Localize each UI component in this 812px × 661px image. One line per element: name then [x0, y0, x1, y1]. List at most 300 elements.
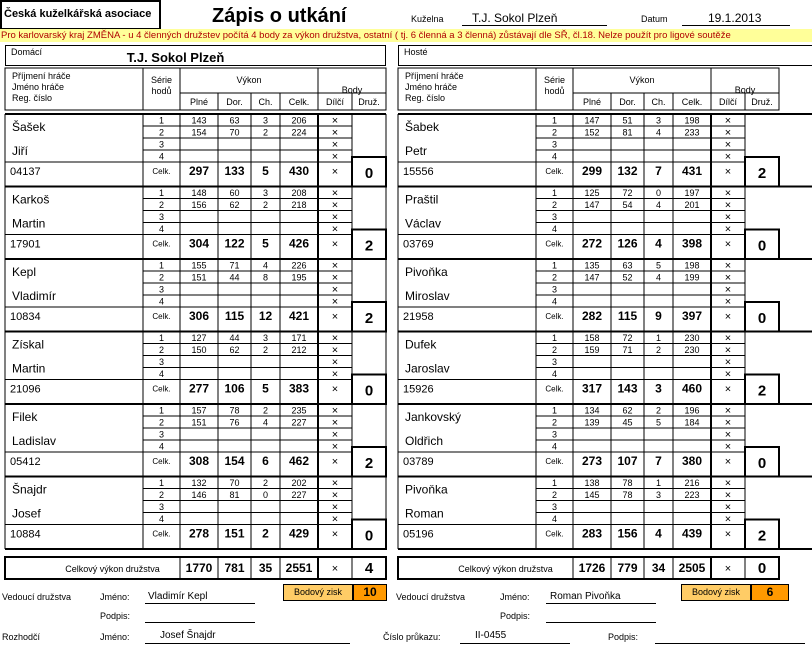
guest-series-number: 1: [551, 115, 558, 126]
guest-series-value: 134: [584, 405, 600, 416]
guest-player-points: 2: [757, 382, 767, 400]
guest-total-value: 143: [617, 381, 638, 396]
home-series-number: 3: [158, 139, 165, 150]
home-partial-cross: ×: [331, 477, 339, 490]
guest-series-value: 45: [622, 417, 633, 428]
guest-series-value: 3: [655, 115, 662, 126]
guest-total-label: Celk.: [545, 529, 564, 539]
guest-series-value: 0: [655, 188, 662, 198]
home-series-number: 4: [158, 514, 165, 524]
guest-series-value: 3: [655, 490, 662, 500]
home-series-number: 2: [158, 345, 165, 355]
guest-series-number: 1: [551, 333, 558, 343]
home-series-number: 4: [158, 369, 165, 379]
guest-series-value: 78: [622, 490, 633, 500]
guest-team-total-cross: ×: [724, 563, 732, 575]
guest-series-number: 3: [551, 212, 558, 222]
home-partial-cross: ×: [331, 223, 339, 236]
home-player-firstname: Jiří: [12, 144, 28, 158]
home-series-number: 2: [158, 490, 165, 500]
home-series-value: 2: [262, 127, 269, 138]
home-player-reg: 10834: [10, 311, 41, 323]
guest-hdr-partial: Dílčí: [719, 97, 737, 107]
guest-partial-cross: ×: [724, 489, 732, 502]
guest-total-value: 439: [681, 526, 703, 541]
guest-hdr-performance: Výkon: [629, 75, 655, 85]
home-series-value: 208: [291, 188, 307, 198]
home-hdr-full: Plné: [189, 97, 209, 107]
guest-points-label: Bodový zisk: [681, 584, 751, 601]
guest-series-number: 2: [551, 490, 558, 500]
home-label: Domácí: [11, 47, 43, 57]
home-partial-cross: ×: [331, 513, 339, 526]
home-series-value: 151: [191, 272, 207, 283]
home-total-value: 106: [224, 381, 245, 396]
guest-series-value: 5: [655, 417, 662, 428]
guest-partial-cross: ×: [724, 368, 732, 381]
home-series-value: 60: [229, 188, 240, 198]
guest-series-value: 62: [622, 405, 633, 416]
home-partial-cross: ×: [331, 284, 339, 296]
home-hdr-name2: Jméno hráče: [12, 82, 65, 92]
home-player-surname: Získal: [12, 337, 45, 352]
guest-series-value: 71: [622, 345, 633, 355]
guest-player-points: 0: [757, 309, 767, 327]
guest-partial-cross: ×: [724, 383, 732, 396]
guest-series-value: 147: [584, 115, 600, 126]
guest-series-value: 233: [684, 127, 700, 138]
guest-series-number: 3: [551, 139, 558, 150]
home-series-value: 212: [291, 345, 307, 355]
guest-series-value: 81: [622, 127, 633, 138]
home-series-number: 1: [158, 260, 165, 271]
guest-series-value: 145: [584, 490, 600, 500]
home-series-number: 4: [158, 441, 165, 452]
guest-hdr-total: Celk.: [681, 97, 703, 107]
home-total-value: 154: [224, 454, 245, 468]
home-hdr-clear: Dor.: [226, 97, 243, 107]
guest-series-value: 198: [684, 260, 700, 271]
home-player-firstname: Josef: [12, 506, 41, 521]
guest-hdr-miss: Ch.: [651, 97, 666, 107]
home-partial-cross: ×: [331, 489, 339, 502]
home-total-label: Celk.: [152, 239, 171, 249]
home-series-value: 3: [262, 115, 269, 126]
date-label: Datum: [641, 14, 668, 24]
home-series-number: 1: [158, 188, 165, 198]
guest-series-value: 196: [684, 405, 700, 416]
home-player-reg: 17901: [10, 238, 41, 251]
home-series-value: 171: [291, 333, 307, 343]
guest-total-label: Celk.: [545, 239, 564, 249]
referee-label: Rozhodčí: [2, 632, 41, 642]
home-series-number: 3: [158, 357, 165, 367]
guest-team-total-value: 779: [617, 561, 638, 575]
guest-player-surname: Šabek: [405, 120, 440, 134]
home-team-total-value: 2551: [285, 561, 313, 575]
home-total-value: 5: [262, 381, 269, 396]
home-hdr-name3: Reg. číslo: [12, 93, 53, 103]
home-player-points: 0: [364, 382, 374, 400]
home-series-value: 44: [229, 272, 240, 283]
home-series-number: 2: [158, 127, 165, 138]
guest-player-surname: Praštil: [405, 192, 439, 207]
guest-series-value: 4: [655, 200, 662, 210]
home-player-surname: Šnajdr: [12, 482, 47, 497]
guest-signature-line: [546, 622, 656, 623]
guest-series-number: 2: [551, 272, 558, 283]
home-points-value: 10: [353, 584, 387, 601]
home-series-value: 63: [229, 115, 240, 126]
home-partial-cross: ×: [331, 368, 339, 381]
home-player-reg: 04137: [10, 166, 41, 178]
guest-signature-label: Podpis:: [500, 611, 531, 621]
home-series-value: 62: [229, 200, 240, 210]
guest-hdr-full: Plné: [582, 97, 602, 107]
home-series-value: 2: [262, 200, 269, 210]
guest-player-points: 0: [757, 237, 767, 255]
home-series-value: 151: [191, 417, 207, 428]
home-team-total-value: 1770: [185, 561, 213, 575]
home-series-value: 4: [262, 417, 269, 428]
home-series-value: 71: [229, 260, 240, 271]
home-player-surname: Šašek: [12, 120, 46, 134]
referee-signature-label: Podpis:: [608, 632, 639, 642]
guest-total-value: 398: [681, 236, 703, 251]
home-total-label: Celk.: [152, 167, 171, 176]
guest-total-value: 107: [617, 454, 638, 468]
guest-player-reg: 03769: [403, 238, 434, 251]
referee-name-label: Jméno:: [100, 632, 130, 642]
home-partial-cross: ×: [331, 356, 339, 369]
home-series-number: 4: [158, 224, 165, 234]
home-player-points: 0: [364, 527, 374, 545]
home-hdr-miss: Ch.: [258, 97, 273, 107]
guest-series-value: 135: [584, 260, 600, 271]
guest-partial-cross: ×: [724, 187, 732, 200]
guest-team-total-value: 1726: [578, 561, 606, 575]
guest-partial-cross: ×: [724, 441, 732, 453]
guest-series-number: 2: [551, 127, 558, 138]
guest-series-value: 78: [622, 478, 633, 488]
guest-series-value: 184: [684, 417, 700, 428]
home-series-value: 3: [262, 333, 269, 343]
guest-partial-cross: ×: [724, 199, 732, 212]
home-partial-cross: ×: [331, 441, 339, 453]
guest-series-value: 230: [684, 345, 700, 355]
home-series-value: 143: [191, 115, 207, 126]
home-series-value: 81: [229, 490, 240, 500]
guest-series-number: 4: [551, 514, 558, 524]
guest-series-value: 223: [684, 490, 700, 500]
home-partial-cross: ×: [331, 429, 339, 441]
home-player-reg: 21096: [10, 383, 41, 396]
guest-partial-cross: ×: [724, 296, 732, 308]
guest-series-value: 2: [655, 345, 662, 355]
home-partial-cross: ×: [331, 139, 339, 151]
guest-series-value: 72: [622, 188, 633, 198]
guest-series-value: 2: [655, 405, 662, 416]
guest-series-number: 1: [551, 405, 558, 416]
home-partial-cross: ×: [331, 456, 339, 468]
home-series-number: 4: [158, 151, 165, 162]
home-partial-cross: ×: [331, 211, 339, 224]
guest-player-firstname: Miroslav: [405, 289, 450, 303]
home-total-value: 277: [188, 381, 210, 396]
guest-player-firstname: Jaroslav: [405, 361, 450, 376]
home-series-value: 44: [229, 333, 240, 343]
home-series-value: 224: [291, 127, 307, 138]
guest-total-value: 397: [681, 309, 703, 323]
home-total-value: 6: [262, 454, 269, 468]
home-total-value: 115: [224, 309, 245, 323]
guest-series-number: 3: [551, 357, 558, 367]
page-title: Zápis o utkání: [212, 5, 347, 27]
home-points-label: Bodový zisk: [283, 584, 353, 601]
home-signature-line: [145, 622, 255, 623]
guest-total-label: Celk.: [545, 167, 564, 176]
home-total-label: Celk.: [152, 312, 171, 321]
home-series-value: 154: [191, 127, 207, 138]
home-total-value: 426: [288, 236, 310, 251]
guest-player-surname: Pivoňka: [405, 482, 448, 497]
guest-series-value: 198: [684, 115, 700, 126]
home-team-total-value: 781: [224, 561, 245, 575]
guest-series-value: 199: [684, 272, 700, 283]
guest-total-value: 282: [581, 309, 603, 323]
referee-card-label: Číslo průkazu:: [383, 632, 441, 642]
home-player-points: 2: [364, 237, 374, 255]
guest-total-label: Celk.: [545, 384, 564, 394]
guest-series-number: 3: [551, 429, 558, 440]
guest-hdr-name3: Reg. číslo: [405, 93, 446, 103]
guest-total-value: 4: [655, 526, 662, 541]
home-series-number: 1: [158, 115, 165, 126]
guest-total-value: 132: [617, 164, 638, 178]
guest-series-value: 1: [655, 333, 662, 343]
guest-team-total-label: Celkový výkon družstva: [458, 564, 553, 574]
guest-player-reg: 15926: [403, 383, 434, 396]
home-series-value: 155: [191, 260, 207, 271]
guest-partial-cross: ×: [724, 513, 732, 526]
home-partial-cross: ×: [331, 166, 339, 178]
guest-series-number: 4: [551, 369, 558, 379]
guest-hdr-name2: Jméno hráče: [405, 82, 458, 92]
home-total-value: 12: [258, 309, 273, 323]
home-total-value: 133: [224, 164, 245, 178]
guest-leader-label: Vedoucí družstva: [396, 592, 466, 602]
home-series-number: 2: [158, 272, 165, 283]
guest-hdr-clear: Dor.: [619, 97, 636, 107]
home-total-value: 304: [188, 236, 210, 251]
home-series-value: 70: [229, 127, 240, 138]
home-series-number: 3: [158, 502, 165, 512]
home-series-value: 148: [191, 188, 207, 198]
guest-hdr-series2: hodů: [544, 86, 565, 96]
guest-leader-name-label: Jméno:: [500, 592, 530, 602]
guest-series-number: 4: [551, 224, 558, 234]
home-player-points: 0: [364, 164, 374, 182]
home-hdr-points: Body: [341, 85, 363, 95]
guest-total-value: 3: [655, 381, 662, 396]
guest-partial-cross: ×: [724, 417, 732, 429]
guest-total-value: 4: [655, 236, 662, 251]
guest-series-number: 4: [551, 296, 558, 307]
home-hdr-series1: Série: [150, 75, 173, 85]
home-hdr-partial: Dílčí: [326, 97, 344, 107]
home-partial-cross: ×: [331, 238, 339, 251]
home-series-number: 1: [158, 405, 165, 416]
guest-total-value: 7: [655, 454, 662, 468]
guest-series-value: 147: [584, 200, 600, 210]
home-series-number: 2: [158, 417, 165, 428]
home-series-number: 3: [158, 212, 165, 222]
home-series-value: 62: [229, 345, 240, 355]
guest-series-value: 54: [622, 200, 633, 210]
guest-player-surname: Pivoňka: [405, 265, 448, 279]
home-series-number: 1: [158, 333, 165, 343]
home-total-value: 122: [224, 236, 245, 251]
guest-series-value: 1: [655, 478, 662, 488]
home-hdr-name1: Příjmení hráče: [12, 71, 71, 81]
guest-series-value: 72: [622, 333, 633, 343]
guest-player-reg: 21958: [403, 311, 434, 323]
home-player-surname: Filek: [12, 410, 38, 424]
guest-partial-cross: ×: [724, 272, 732, 284]
guest-partial-cross: ×: [724, 528, 732, 541]
guest-partial-cross: ×: [724, 344, 732, 357]
home-series-number: 2: [158, 200, 165, 210]
guest-series-number: 1: [551, 260, 558, 271]
home-player-surname: Kepl: [12, 265, 37, 279]
home-partial-cross: ×: [331, 344, 339, 357]
guest-series-value: 159: [584, 345, 600, 355]
home-team-total-label: Celkový výkon družstva: [65, 564, 160, 574]
guest-series-number: 4: [551, 441, 558, 452]
referee-card: II-0455: [475, 630, 507, 641]
home-series-value: 146: [191, 490, 207, 500]
guest-total-value: 273: [581, 454, 603, 468]
guest-partial-cross: ×: [724, 260, 732, 272]
guest-partial-cross: ×: [724, 456, 732, 468]
home-leader-name-label: Jméno:: [100, 592, 130, 602]
guest-player-firstname: Roman: [405, 506, 444, 521]
home-partial-cross: ×: [331, 501, 339, 514]
guest-series-value: 230: [684, 333, 700, 343]
home-series-value: 227: [291, 490, 307, 500]
home-series-value: 218: [291, 200, 307, 210]
home-partial-cross: ×: [331, 272, 339, 284]
guest-series-value: 201: [684, 200, 700, 210]
home-leader-name: Vladimír Kepl: [148, 591, 208, 602]
home-partial-cross: ×: [331, 296, 339, 308]
home-series-value: 127: [191, 333, 207, 343]
guest-partial-cross: ×: [724, 332, 732, 345]
home-partial-cross: ×: [331, 115, 339, 127]
guest-series-value: 63: [622, 260, 633, 271]
home-hdr-total: Celk.: [288, 97, 310, 107]
home-player-reg: 10884: [10, 528, 41, 541]
home-series-value: 70: [229, 478, 240, 488]
home-series-number: 1: [158, 478, 165, 488]
home-leader-underline: [145, 603, 255, 604]
guest-leader-name: Roman Pivoňka: [550, 591, 621, 602]
guest-total-label: Celk.: [545, 312, 564, 321]
home-partial-cross: ×: [331, 187, 339, 200]
guest-partial-cross: ×: [724, 115, 732, 127]
guest-team-points: 0: [757, 560, 767, 577]
guest-series-number: 1: [551, 188, 558, 198]
guest-team-total-value: 2505: [678, 561, 706, 575]
home-total-value: 5: [262, 164, 269, 178]
home-team-total-cross: ×: [331, 563, 339, 575]
home-series-number: 3: [158, 284, 165, 295]
guest-hdr-name1: Příjmení hráče: [405, 71, 464, 81]
guest-partial-cross: ×: [724, 223, 732, 236]
guest-partial-cross: ×: [724, 166, 732, 178]
home-series-value: 8: [262, 272, 269, 283]
guest-series-number: 3: [551, 284, 558, 295]
home-series-value: 76: [229, 417, 240, 428]
guest-series-number: 2: [551, 417, 558, 428]
home-series-value: 2: [262, 405, 269, 416]
guest-total-label: Celk.: [545, 457, 564, 466]
home-partial-cross: ×: [331, 311, 339, 323]
home-total-value: 462: [288, 454, 310, 468]
guest-player-firstname: Petr: [405, 144, 428, 158]
guest-partial-cross: ×: [724, 151, 732, 163]
guest-leader-underline: [546, 603, 656, 604]
guest-partial-cross: ×: [724, 311, 732, 323]
home-signature-label: Podpis:: [100, 611, 131, 621]
guest-player-firstname: Václav: [405, 216, 442, 231]
guest-series-number: 4: [551, 151, 558, 162]
guest-series-number: 2: [551, 200, 558, 210]
guest-total-value: 7: [655, 164, 662, 178]
guest-team-total-value: 34: [651, 561, 666, 575]
guest-total-value: 272: [581, 236, 603, 251]
home-total-value: 308: [188, 454, 210, 468]
home-series-value: 235: [291, 405, 307, 416]
guest-label: Hosté: [404, 47, 428, 57]
home-series-value: 227: [291, 417, 307, 428]
guest-points-value: 6: [751, 584, 789, 601]
guest-total-value: 460: [681, 381, 703, 396]
guest-player-reg: 05196: [403, 528, 434, 541]
home-team-total-value: 35: [258, 561, 273, 575]
referee-card-line: [460, 643, 570, 644]
home-total-value: 430: [288, 164, 310, 178]
home-player-points: 2: [364, 454, 374, 472]
home-total-value: 306: [188, 309, 210, 323]
guest-player-surname: Dufek: [405, 337, 437, 352]
home-partial-cross: ×: [331, 528, 339, 541]
home-player-reg: 05412: [10, 456, 41, 468]
home-partial-cross: ×: [331, 332, 339, 345]
guest-partial-cross: ×: [724, 139, 732, 151]
guest-total-value: 380: [681, 454, 703, 468]
guest-partial-cross: ×: [724, 477, 732, 490]
guest-series-value: 125: [584, 188, 600, 198]
guest-total-value: 126: [617, 236, 638, 251]
home-series-value: 4: [262, 260, 269, 271]
referee-signature-line: [655, 643, 805, 644]
guest-series-value: 139: [584, 417, 600, 428]
guest-total-value: 317: [581, 381, 603, 396]
home-total-value: 151: [224, 526, 245, 541]
guest-series-number: 2: [551, 345, 558, 355]
guest-partial-cross: ×: [724, 211, 732, 224]
